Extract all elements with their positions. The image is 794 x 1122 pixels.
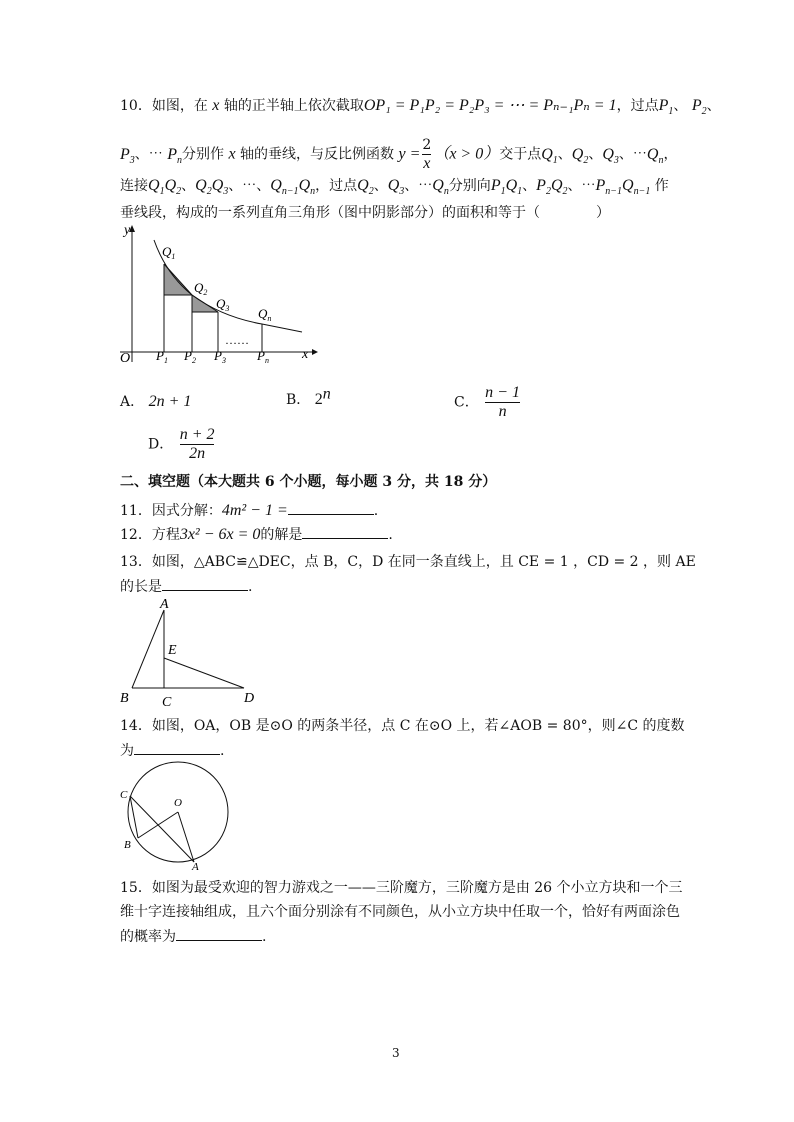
section2-title: 二、填空题（本大题共 6 个小题，每小题 3 分，共 18 分） (120, 474, 497, 490)
q10-option-b: B． 2$^n$ (286, 385, 331, 408)
label-e: E (168, 643, 177, 658)
q14-line1: 14．如图，OA，OB 是⊙O 的两条半径，点 C 在⊙O 上，若∠AOB = 80°，则∠C 的度数 (120, 718, 685, 734)
q10-line4: 垂线段，构成的一系列直角三角形（图中阴影部分）的面积和等于（ ） (120, 205, 610, 221)
line-ab (132, 610, 164, 688)
q12-answer-blank[interactable] (302, 524, 388, 539)
q10-option-c: C． $\frac{n - 1}{n}$ (454, 384, 520, 420)
label-c: C (120, 789, 128, 801)
radius-ob (138, 812, 178, 838)
label-a: A (160, 597, 169, 612)
q10-figure (112, 222, 322, 370)
label-o: O (174, 797, 182, 809)
q13-answer-blank[interactable] (162, 576, 248, 591)
q10-line3: 连接$Q_1Q_2$、$Q_2Q_3$、⋯、$Q_{n-1}Q_n$，过点$Q_2$、$Q_3$、$\cdots Q_n$分别向$P_1Q_1$、$P_2Q_2$、$\cdots P_{n-1}Q_{n-1}$ 作 (120, 177, 669, 198)
label-o: O (120, 351, 131, 366)
q10-option-d: D． $\frac{n + 2}{2n}$ (148, 426, 215, 462)
label-x: x (302, 347, 309, 362)
label-c: C (162, 695, 172, 710)
q14-figure (114, 760, 238, 872)
q15-line1: 15．如图为最受欢迎的智力游戏之一——三阶魔方，三阶魔方是由 26 个小立方块和一个三 (120, 880, 683, 896)
label-p3: $P_3$ (214, 348, 226, 365)
q13-figure (116, 596, 266, 710)
label-y: y (124, 223, 131, 238)
q15-line3: 的概率为 . (120, 926, 266, 947)
q10-option-a: A． 2n + 1 (120, 393, 192, 410)
page-number: 3 (392, 1046, 400, 1060)
x-axis-arrow (312, 349, 318, 355)
label-d: D (244, 691, 255, 706)
q10-function-fraction: $\frac{2}{x}$ (422, 137, 432, 172)
q15-line2: 维十字连接轴组成，且六个面分别涂有不同颜色，从小立方块中任取一个，恰好有两面涂色 (120, 904, 680, 920)
label-a: A (192, 861, 199, 872)
q11-answer-blank[interactable] (288, 500, 374, 515)
label-p1: $P_1$ (156, 348, 168, 365)
label-dots: …… (225, 333, 249, 347)
q12: 12．方程3x² − 6x = 0的解是 . (120, 526, 393, 543)
q11: 11．因式分解：4m² − 1 = . (120, 502, 379, 519)
q10-segment-equation: OP₁ = P₁P₂ = P₂P₃ = ⋯ = Pₙ₋₁Pₙ = 1 (363, 97, 617, 114)
chord-ca (130, 796, 194, 862)
label-pn: $P_n$ (257, 348, 269, 365)
q15-answer-blank[interactable] (176, 926, 262, 941)
label-b: B (120, 691, 129, 706)
q14-answer-blank[interactable] (134, 740, 220, 755)
radius-oa (178, 812, 194, 862)
label-q2: $Q_2$ (194, 280, 208, 297)
q13-line1: 13．如图，△ABC≌△DEC，点 B，C，D 在同一条直线上，且 CE = 1 ，CD = 2 ，则 AE (120, 554, 696, 570)
label-p2: $P_2$ (184, 348, 196, 365)
label-q3: $Q_3$ (216, 296, 230, 313)
q10-line1: 10．如图，在 x 轴的正半轴上依次截取OP₁ = P₁P₂ = P₂P₃ = ⋯ = Pₙ₋₁Pₙ = 1，过点$P_1$、 $P_2$、 (120, 97, 721, 118)
q13-line2: 的长是 . (120, 576, 252, 597)
q10-line2: $P_3$、⋯ $P_n$分别作 x 轴的垂线，与反比例函数 y = $\frac{2}{x}$ （x > 0）交于点$Q_1$、$Q_2$、$Q_3$、$\cdots Q_n$， (120, 137, 678, 172)
label-qn: $Q_n$ (258, 306, 272, 323)
label-b: B (124, 839, 131, 851)
q14-line2: 为 . (120, 740, 224, 761)
label-q1: $Q_1$ (162, 244, 176, 261)
line-ed (164, 658, 244, 688)
